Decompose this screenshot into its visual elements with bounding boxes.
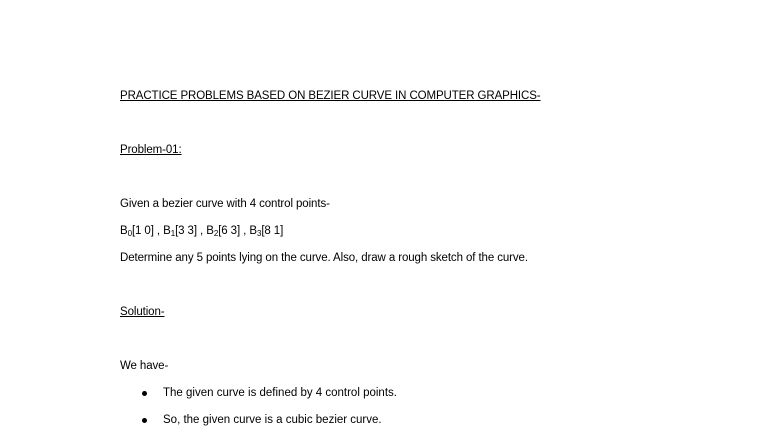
bullet-icon (142, 418, 147, 423)
problem-label: Problem-01: (120, 144, 182, 156)
control-point-b1: $B_1[3$ 3] , (163, 225, 207, 238)
bullet-text: The given curve is defined by 4 control points. (163, 387, 397, 399)
given-statement: Given a bezier curve with 4 control points- (120, 198, 330, 210)
control-points-line (120, 224, 283, 241)
we-have-text: We have- (120, 360, 169, 372)
control-point-b0: $B_0[1$ 0] , (120, 225, 164, 238)
determine-statement: Determine any 5 points lying on the curve. Also, draw a rough sketch of the curve. (120, 252, 528, 264)
control-point-b3: $B_3[8$ 1] (249, 225, 284, 238)
control-point-b2: $B_2[6$ 3] , (206, 225, 250, 238)
bullet-text: So, the given curve is a cubic bezier curve. (163, 414, 382, 426)
document-heading: PRACTICE PROBLEMS BASED ON BEZIER CURVE IN COMPUTER GRAPHICS- (120, 90, 541, 102)
bullet-icon (142, 391, 147, 396)
solution-label: Solution- (120, 306, 165, 318)
